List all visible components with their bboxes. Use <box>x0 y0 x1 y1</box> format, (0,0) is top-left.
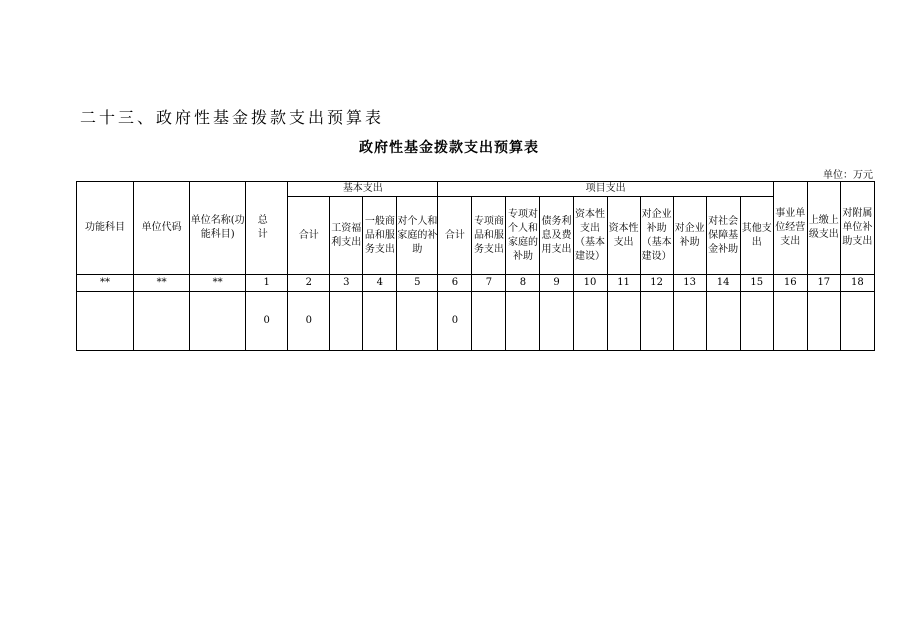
index-row <box>77 275 875 292</box>
section-title: 二十三、政府性基金拨款支出预算表 <box>80 108 385 127</box>
data-cell <box>134 292 190 351</box>
header-basic-col: 合计 <box>288 197 330 275</box>
header-tail-col: 对附属单位补助支出 <box>840 182 874 275</box>
data-row <box>77 292 875 351</box>
index-cell: 5 <box>397 275 438 292</box>
data-cell <box>506 292 540 351</box>
index-cell: 12 <box>640 275 673 292</box>
data-cell <box>190 292 246 351</box>
header-basic-group: 基本支出 <box>288 182 438 197</box>
header-unit-code: 单位代码 <box>134 182 190 275</box>
index-cell: 4 <box>363 275 397 292</box>
header-basic-col: 对个人和家庭的补助 <box>397 197 438 275</box>
data-cell: 0 <box>288 292 330 351</box>
header-project-col: 专项对个人和家庭的补助 <box>506 197 540 275</box>
unit-label: 单位：万元 <box>823 170 873 181</box>
data-cell <box>472 292 506 351</box>
header-project-col: 债务利息及费用支出 <box>540 197 573 275</box>
data-cell <box>397 292 438 351</box>
index-cell: 14 <box>706 275 740 292</box>
index-cell: ** <box>190 275 246 292</box>
data-cell <box>706 292 740 351</box>
index-cell: ** <box>134 275 190 292</box>
index-cell: 1 <box>246 275 288 292</box>
data-cell <box>740 292 773 351</box>
data-cell <box>77 292 134 351</box>
header-project-col: 对社会保障基金补助 <box>706 197 740 275</box>
header-project-col: 对企业补助 <box>673 197 706 275</box>
index-cell: 10 <box>573 275 607 292</box>
data-cell: 0 <box>246 292 288 351</box>
index-cell: 3 <box>330 275 363 292</box>
data-cell <box>840 292 874 351</box>
index-cell: 11 <box>607 275 640 292</box>
header-project-col: 对企业补助（基本建设） <box>640 197 673 275</box>
table-title: 政府性基金拨款支出预算表 <box>359 140 539 156</box>
header-unit-name: 单位名称(功能科目) <box>190 182 246 275</box>
index-cell: 9 <box>540 275 573 292</box>
header-total: 总 计 <box>246 182 288 275</box>
data-cell <box>807 292 840 351</box>
header-project-col: 专项商品和服务支出 <box>472 197 506 275</box>
data-cell <box>773 292 807 351</box>
index-cell: 2 <box>288 275 330 292</box>
index-cell: 17 <box>807 275 840 292</box>
budget-table <box>76 181 875 351</box>
data-cell <box>330 292 363 351</box>
index-cell: 16 <box>773 275 807 292</box>
header-project-col: 资本性支出 <box>607 197 640 275</box>
index-cell: ** <box>77 275 134 292</box>
index-cell: 8 <box>506 275 540 292</box>
data-cell <box>573 292 607 351</box>
index-cell: 15 <box>740 275 773 292</box>
header-project-col: 其他支出 <box>740 197 773 275</box>
data-cell: 0 <box>438 292 472 351</box>
header-tail-col: 上缴上级支出 <box>807 182 840 275</box>
header-basic-col: 工资福利支出 <box>330 197 363 275</box>
data-cell <box>673 292 706 351</box>
index-cell: 13 <box>673 275 706 292</box>
index-cell: 18 <box>840 275 874 292</box>
index-cell: 6 <box>438 275 472 292</box>
data-cell <box>363 292 397 351</box>
header-project-col: 资本性支出（基本建设） <box>573 197 607 275</box>
header-project-group: 项目支出 <box>438 182 773 197</box>
data-cell <box>540 292 573 351</box>
index-cell: 7 <box>472 275 506 292</box>
header-func-subject: 功能科目 <box>77 182 134 275</box>
header-tail-col: 事业单位经营支出 <box>773 182 807 275</box>
header-basic-col: 一般商品和服务支出 <box>363 197 397 275</box>
data-cell <box>607 292 640 351</box>
data-cell <box>640 292 673 351</box>
header-project-col: 合计 <box>438 197 472 275</box>
